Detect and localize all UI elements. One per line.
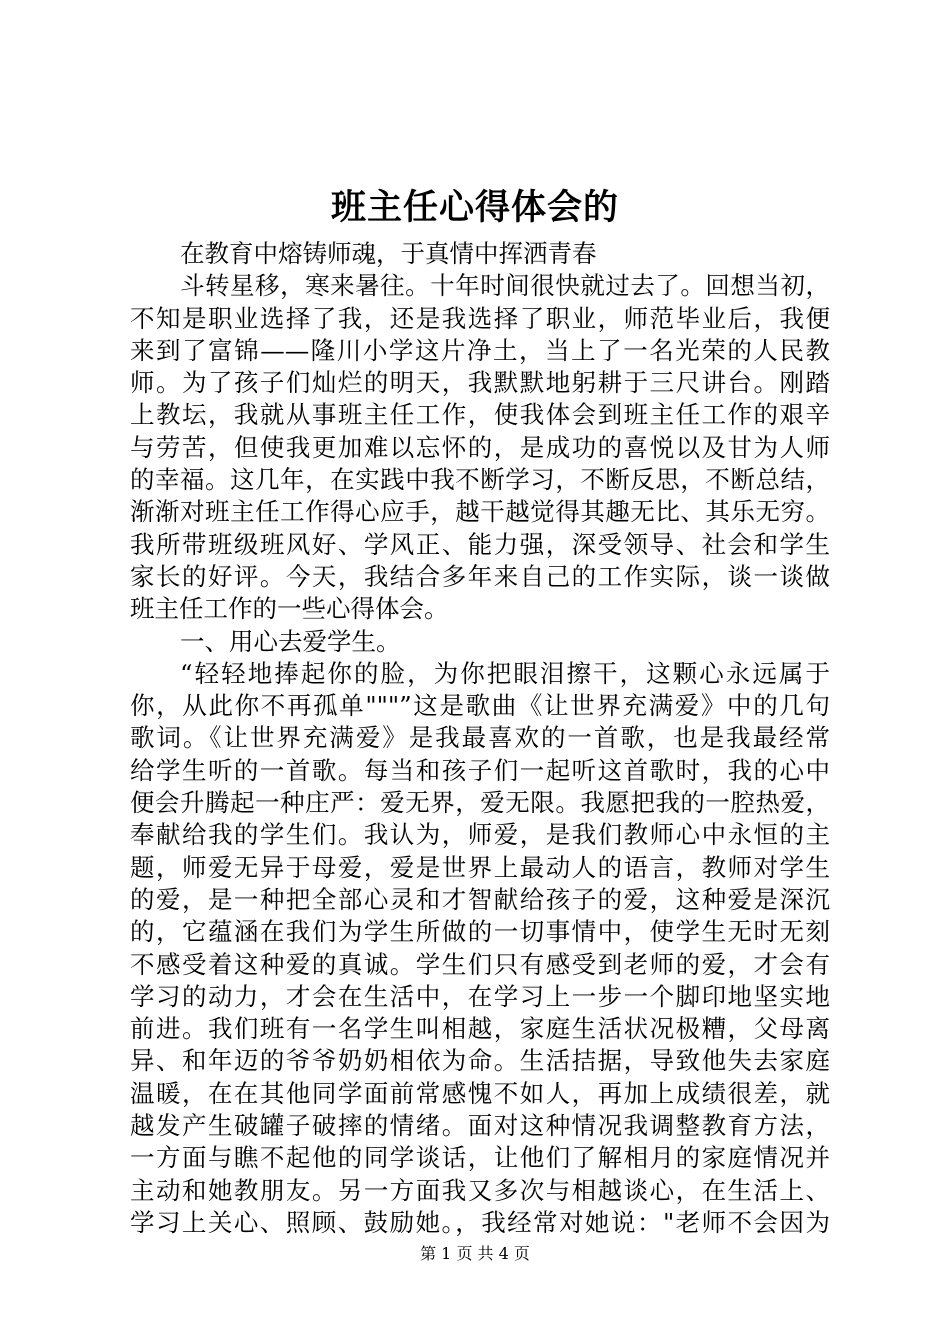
text-line: 歌词。《让世界充满爱》是我最喜欢的一首歌，也是我最经常 <box>130 723 830 753</box>
text-line: 异、和年迈的爷爷奶奶相依为命。生活拮据，导致他失去家庭 <box>130 1046 830 1076</box>
text-line: 奉献给我的学生们。我认为，师爱，是我们教师心中永恒的主 <box>130 820 830 850</box>
text-line: 主动和她教朋友。另一方面我又多次与相越谈心，在生活上、 <box>130 1175 830 1205</box>
text-line: 不知是职业选择了我，还是我选择了职业，师范毕业后，我便 <box>130 303 830 333</box>
text-line: “轻轻地捧起你的脸，为你把眼泪擦干，这颗心永远属于 <box>180 658 830 688</box>
text-line: 上教坛，我就从事班主任工作，使我体会到班主任工作的艰辛 <box>130 400 830 430</box>
text-line: 的幸福。这几年，在实践中我不断学习，不断反思，不断总结， <box>130 465 830 495</box>
page-number-footer: 第 1 页 共 4 页 <box>420 1244 530 1263</box>
text-line: 我所带班级班风好、学风正、能力强，深受领导、社会和学生 <box>130 529 830 559</box>
text-line: 渐渐对班主任工作得心应手，越干越觉得其趣无比、其乐无穷。 <box>130 497 830 527</box>
text-line: 师。为了孩子们灿烂的明天，我默默地躬耕于三尺讲台。刚踏 <box>130 368 830 398</box>
text-line: 的，它蕴涵在我们为学生所做的一切事情中，使学生无时无刻 <box>130 917 830 947</box>
text-line: 温暖，在在其他同学面前常感愧不如人，再加上成绩很差，就 <box>130 1078 830 1108</box>
text-line: 学习上关心、照顾、鼓励她。，我经常对她说："老师不会因为 <box>130 1207 830 1237</box>
document-title: 班主任心得体会的 <box>330 187 619 228</box>
text-line: 题，师爱无异于母爱，爱是世界上最动人的语言，教师对学生 <box>130 852 830 882</box>
text-line: 一方面与瞧不起他的同学谈话，让他们了解相月的家庭情况并 <box>130 1143 830 1173</box>
text-line: 来到了富锦——隆川小学这片净土，当上了一名光荣的人民教 <box>130 335 830 365</box>
text-line: 前进。我们班有一名学生叫相越，家庭生活状况极糟，父母离 <box>130 1014 830 1044</box>
document-body <box>130 238 830 1239</box>
text-line: 家长的好评。今天，我结合多年来自己的工作实际，谈一谈做 <box>130 561 830 591</box>
text-line: 班主任工作的一些心得体会。 <box>130 594 449 624</box>
text-line: 与劳苦，但使我更加难以忘怀的，是成功的喜悦以及甘为人师 <box>130 432 830 462</box>
text-line: 不感受着这种爱的真诚。学生们只有感受到老师的爱，才会有 <box>130 949 830 979</box>
text-line: 便会升腾起一种庄严：爱无界，爱无限。我愿把我的一腔热爱， <box>130 788 830 818</box>
text-line: 一、用心去爱学生。 <box>180 626 401 656</box>
text-line: 越发产生破罐子破摔的情绪。面对这种情况我调整教育方法， <box>130 1111 830 1141</box>
text-line: 在教育中熔铸师魂，于真情中挥洒青春 <box>180 239 597 268</box>
text-line: 斗转星移，寒来暑往。十年时间很快就过去了。回想当初， <box>180 271 830 301</box>
text-line: 给学生听的一首歌。每当和孩子们一起听这首歌时，我的心中 <box>130 755 830 785</box>
text-line: 你，从此你不再孤单"""”这是歌曲《让世界充满爱》中的几句 <box>130 691 830 721</box>
text-line: 的爱，是一种把全部心灵和才智献给孩子的爱，这种爱是深沉 <box>130 884 830 914</box>
text-line: 学习的动力，才会在生活中，在学习上一步一个脚印地坚实地 <box>130 981 830 1011</box>
